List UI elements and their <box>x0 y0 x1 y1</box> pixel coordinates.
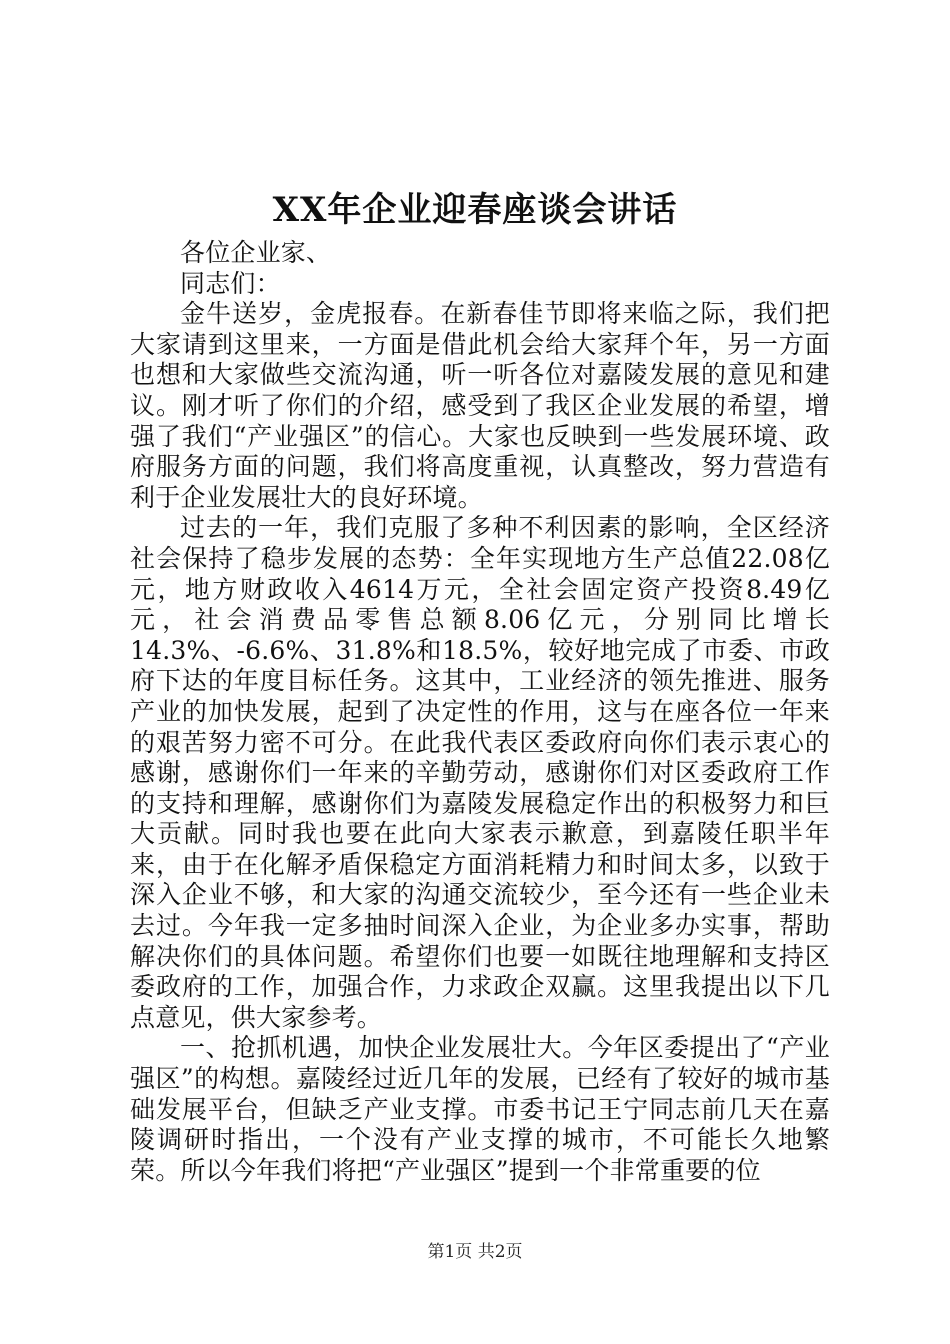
salutation-line-2: 同志们： <box>180 268 281 298</box>
page-footer: 第1页 共2页 <box>427 1242 523 1262</box>
salutation-line-1: 各位企业家、 <box>180 238 332 267</box>
body-paragraph: 过去的一年，我们克服了多种不利因素的影响，全区经济社会保持了稳步发展的态势：全年实现地方生产总值22.08亿元，地方财政收入4614万元，全社会固定资产投资8.49亿元，社会消费品零售总额8.06亿元，分别同比增长14.3%、-6.6%、31.8%和18.5%，较好地完成了市委、市政府下达的年度目标任务。这其中，工业经济的领先推进、服务产业的加快发展，起到了决定性的作用，这与在座各位一年来的艰苦努力密不可分。在此我代表区委政府向你们表示衷心的感谢，感谢你们一年来的辛勤劳动，感谢你们对区委政府工作的支持和理解，感谢你们为嘉陵发展稳定作出的积极努力和巨大贡献。同时我也要在此向大家表示歉意，到嘉陵任职半年来，由于在化解矛盾保稳定方面消耗精力和时间太多，以致于深入企业不够，和大家的沟通交流较少，至今还有一些企业未去过。今年我一定多抽时间深入企业，为企业多办实事，帮助解决你们的具体问题。希望你们也要一如既往地理解和支持区委政府的工作，加强合作，力求政企双赢。这里我提出以下几点意见，供大家参考。 <box>130 513 830 1032</box>
document-title: XX年企业迎春座谈会讲话 <box>272 190 678 230</box>
body-paragraph: 一、抢抓机遇，加快企业发展壮大。今年区委提出了“产业强区”的构想。嘉陵经过近几年的发展，已经有了较好的城市基础发展平台，但缺乏产业支撑。市委书记王宁同志前几天在嘉陵调研时指出，一个没有产业支撑的城市，不可能长久地繁荣。所以今年我们将把“产业强区”提到一个非常重要的位 <box>130 1033 830 1185</box>
document-body <box>130 238 830 1186</box>
body-paragraph: 金牛送岁，金虎报春。在新春佳节即将来临之际，我们把大家请到这里来，一方面是借此机会给大家拜个年，另一方面也想和大家做些交流沟通，听一听各位对嘉陵发展的意见和建议。刚才听了你们的介绍，感受到了我区企业发展的希望，增强了我们“产业强区”的信心。大家也反映到一些发展环境、政府服务方面的问题，我们将高度重视，认真整改，努力营造有利于企业发展壮大的良好环境。 <box>130 299 830 512</box>
